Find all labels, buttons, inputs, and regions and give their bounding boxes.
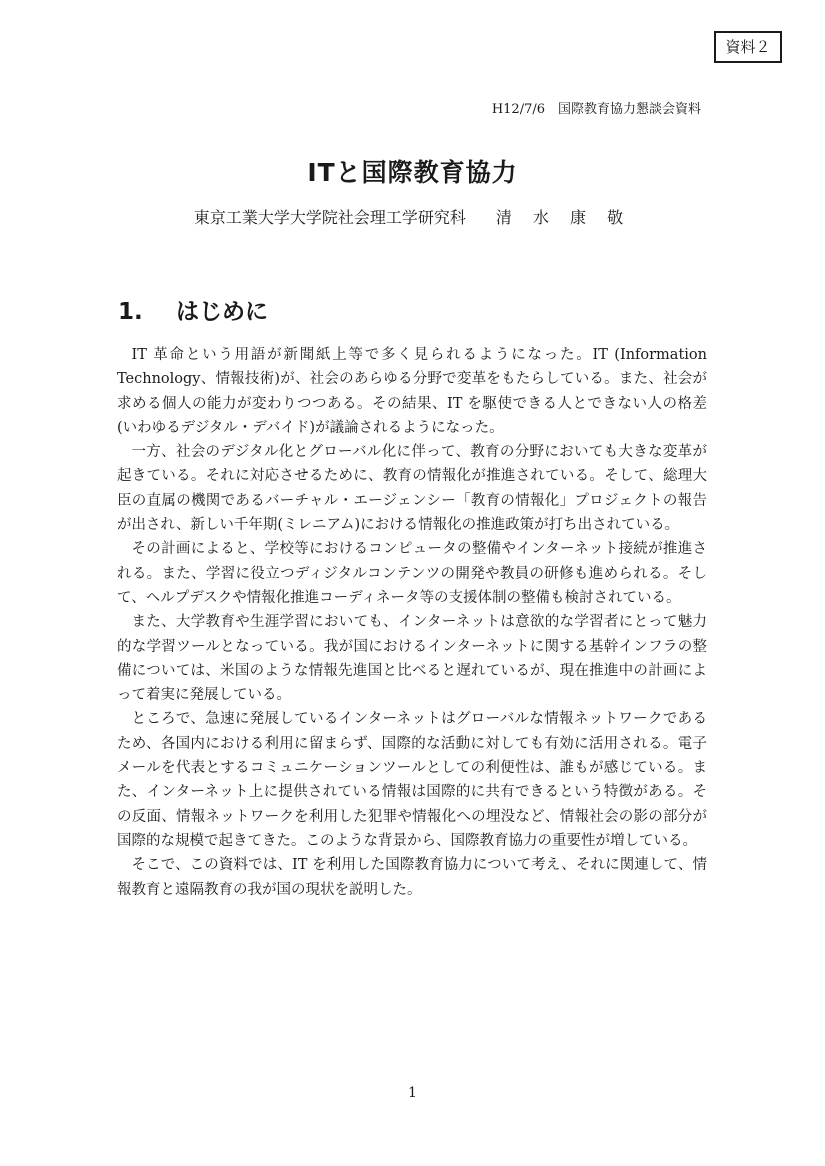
paragraph: そこで、この資料では、IT を利用した国際教育協力について考え、それに関連して、情報教育と遠隔教育の我が国の現状を説明した。 — [117, 857, 707, 898]
meta-line: H12/7/6 国際教育協力懇談会資料 — [491, 102, 701, 117]
paragraph: ところで、急速に発展しているインターネットはグローバルな情報ネットワークであるため、各国内における利用に留まらず、国際的な活動に対しても有効に活用される。電子メールを代表とするコミュニケーションツールとしての利便性は、誰もが感じている。また、インターネット上に提供されている情報は国際的に共有できるという特徴がある。その反面、情報ネットワークを利用した犯罪や情報化への埋没など、情報社会の影の部分が国際的な規模で起きてきた。このような背景から、国際教育協力の重要性が増している。 — [117, 711, 707, 849]
paragraph: その計画によると、学校等におけるコンピュータの整備やインターネット接続が推進される。また、学習に役立つディジタルコンテンツの開発や教員の研修も進められる。そして、ヘルプデスクや情報化推進コーディネータ等の支援体制の整備も検討されている。 — [117, 541, 707, 606]
author-name: 清 水 康 敬 — [495, 208, 632, 227]
document-title: ITと国際教育協力 — [307, 158, 518, 187]
affiliation: 東京工業大学大学院社会理工学研究科 — [193, 208, 466, 227]
section-number: 1. — [118, 299, 143, 325]
paragraph: 一方、社会のデジタル化とグローバル化に伴って、教育の分野においても大きな変革が起きている。それに対応させるために、教育の情報化が推進されている。そして、総理大臣の直属の機関であるバーチャル・エージェンシー「教育の情報化」プロジェクトの報告が出され、新しい千年期(ミレニアム)における情報化の推進政策が打ち出されている。 — [117, 444, 707, 534]
byline — [0, 205, 825, 228]
body-text — [117, 343, 707, 902]
paragraph: また、大学教育や生涯学習においても、インターネットは意欲的な学習者にとって魅力的な学習ツールとなっている。我が国におけるインターネットに関する基幹インフラの整備については、米国のような情報先進国と比べると遅れているが、現在推進中の計画によって着実に発展している。 — [117, 614, 707, 704]
section-heading — [118, 293, 268, 326]
section-title: はじめに — [176, 299, 268, 325]
paragraph: IT 革命という用語が新聞紙上等で多く見られるようになった。IT (Information Technology、情報技術)が、社会のあらゆる分野で変革をもたらしている。また、社会が求める個人の能力が変わりつつある。その結果、IT を駆使できる人とできない人の格差(いわゆるデジタル・デバイド)が議論されるようになった。 — [117, 347, 707, 436]
page-number: 1 — [408, 1085, 417, 1101]
document-label-box: 資料２ — [714, 31, 782, 63]
